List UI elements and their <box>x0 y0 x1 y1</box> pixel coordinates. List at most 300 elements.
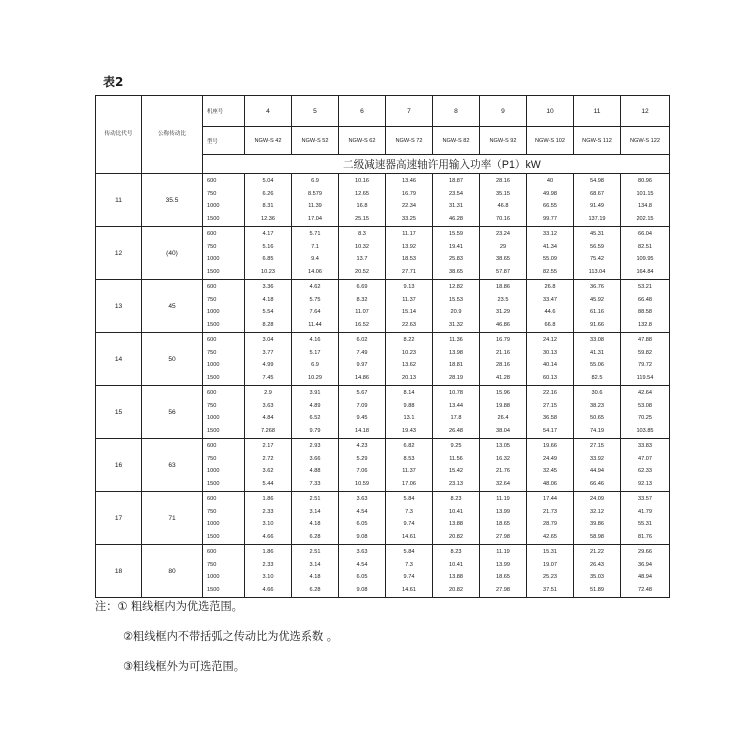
model-name: NGW-S 122 <box>621 127 670 155</box>
section-title: 二级减速器高速轴许用输入功率（P1）kW <box>203 155 670 174</box>
power-value: 17.06 <box>402 480 416 487</box>
ratio-group-row <box>96 545 670 598</box>
power-value-cell <box>527 227 574 280</box>
power-value: 91.66 <box>590 321 604 328</box>
power-value-cell <box>339 545 386 598</box>
power-value: 20.82 <box>449 586 463 593</box>
power-value-cell <box>245 280 292 333</box>
ratio-group-row <box>96 386 670 439</box>
ratio-code: 17 <box>96 492 142 545</box>
power-value: 32.45 <box>543 468 557 474</box>
power-value: 6.82 <box>403 443 415 449</box>
power-value-cell <box>339 333 386 386</box>
power-value: 5.29 <box>356 455 368 462</box>
power-value-cell <box>339 439 386 492</box>
power-value: 5.17 <box>309 349 321 356</box>
power-value: 9.25 <box>450 443 462 449</box>
power-value: 55.09 <box>543 256 557 262</box>
power-value: 99.77 <box>543 215 557 222</box>
power-value-cell <box>527 439 574 492</box>
power-value-cell <box>245 545 292 598</box>
note-3: ③粗线框外为可选范围。 <box>123 660 245 673</box>
notes <box>95 598 338 688</box>
frame-number: 10 <box>527 96 574 127</box>
power-value: 81.76 <box>638 533 652 540</box>
power-value: 82.51 <box>638 243 652 250</box>
power-value: 5.84 <box>403 496 415 502</box>
power-value-cell <box>621 174 670 227</box>
power-value-cell <box>386 439 433 492</box>
power-value: 3.36 <box>262 284 274 290</box>
power-value: 13.05 <box>496 443 510 449</box>
power-value: 10.78 <box>449 390 463 396</box>
power-value: 72.48 <box>638 586 652 593</box>
input-speed: 750 <box>207 455 217 462</box>
power-value: 57.87 <box>496 268 510 275</box>
power-value: 4.17 <box>262 231 274 237</box>
power-value: 14.06 <box>308 268 322 275</box>
power-value-cell <box>574 439 621 492</box>
power-value-cell <box>621 492 670 545</box>
power-value: 15.53 <box>449 296 463 303</box>
power-value: 40 <box>546 178 554 184</box>
power-value: 9.45 <box>356 415 368 421</box>
power-value: 28.19 <box>449 374 463 381</box>
power-value: 8.3 <box>358 231 366 237</box>
power-value: 16.79 <box>402 190 416 197</box>
power-value: 4.16 <box>309 337 321 343</box>
input-speed-cell <box>203 333 245 386</box>
power-value: 66.48 <box>638 296 652 303</box>
power-value-cell <box>621 439 670 492</box>
input-speed-cell <box>203 545 245 598</box>
power-value: 9.13 <box>403 284 415 290</box>
nominal-ratio: 56 <box>142 386 203 439</box>
power-value: 15.42 <box>449 468 463 474</box>
power-value: 44.94 <box>590 468 604 474</box>
ratio-code-header: 传动比代号 <box>96 96 142 174</box>
frame-number: 8 <box>433 96 480 127</box>
power-value: 3.14 <box>309 508 321 515</box>
power-value: 13.92 <box>402 243 416 250</box>
power-value: 1.86 <box>262 496 274 502</box>
power-value-cell <box>339 174 386 227</box>
power-value: 1.86 <box>262 549 274 555</box>
power-value: 35.03 <box>590 574 604 580</box>
power-value: 2.17 <box>262 443 274 449</box>
power-value: 15.96 <box>496 390 510 396</box>
power-value: 2.72 <box>262 455 274 462</box>
power-value: 8.14 <box>403 390 415 396</box>
power-value: 4.99 <box>262 362 274 368</box>
power-value: 18.53 <box>402 256 416 262</box>
power-value-cell <box>433 333 480 386</box>
ratio-group-row <box>96 492 670 545</box>
input-speed: 1000 <box>207 468 220 474</box>
ratio-code: 15 <box>96 386 142 439</box>
power-value: 33.83 <box>638 443 652 449</box>
power-value: 17.44 <box>543 496 557 502</box>
input-speed: 1000 <box>207 521 220 527</box>
power-value: 13.7 <box>356 256 368 262</box>
power-value-cell <box>339 280 386 333</box>
power-value: 26.43 <box>590 561 604 568</box>
power-value: 8.23 <box>450 496 462 502</box>
power-value: 4.18 <box>309 574 321 580</box>
power-value-cell <box>433 439 480 492</box>
power-value: 28.79 <box>543 521 557 527</box>
power-value-cell <box>245 492 292 545</box>
power-value: 68.67 <box>590 190 604 197</box>
power-value: 66.46 <box>590 480 604 487</box>
power-value-cell <box>339 492 386 545</box>
power-value: 31.32 <box>449 321 463 328</box>
power-value: 8.22 <box>403 337 415 343</box>
power-value: 13.88 <box>449 574 463 580</box>
power-value: 41.34 <box>543 243 557 250</box>
frame-number-row <box>96 96 670 127</box>
power-value-cell <box>245 439 292 492</box>
frame-number: 7 <box>386 96 433 127</box>
frame-number: 11 <box>574 96 621 127</box>
power-value: 8.579 <box>308 190 322 197</box>
power-value: 18.65 <box>496 574 510 580</box>
power-value: 6.85 <box>262 256 274 262</box>
input-speed: 1500 <box>207 321 220 328</box>
power-value: 3.10 <box>262 574 274 580</box>
power-value-cell <box>480 333 527 386</box>
power-value: 9.74 <box>403 521 415 527</box>
frame-number: 6 <box>339 96 386 127</box>
power-value: 27.98 <box>496 586 510 593</box>
power-value: 134.8 <box>638 203 652 209</box>
power-value: 30.6 <box>591 390 603 396</box>
power-value: 70.16 <box>496 215 510 222</box>
power-value: 13.44 <box>449 402 463 409</box>
power-value: 10.23 <box>402 349 416 356</box>
power-value-cell <box>386 333 433 386</box>
power-value: 7.49 <box>356 349 368 356</box>
power-value: 25.15 <box>355 215 369 222</box>
power-value: 29.66 <box>638 549 652 555</box>
power-value-cell <box>574 280 621 333</box>
power-value: 47.88 <box>638 337 652 343</box>
power-value: 14.18 <box>355 427 369 434</box>
ratio-group-row <box>96 227 670 280</box>
power-value: 3.63 <box>356 549 368 555</box>
power-value: 5.44 <box>262 480 274 487</box>
power-value-cell <box>621 280 670 333</box>
power-value: 7.64 <box>309 309 321 315</box>
power-value: 32.12 <box>590 508 604 515</box>
power-value-cell <box>480 227 527 280</box>
power-value: 9.79 <box>309 427 321 434</box>
power-value: 18.65 <box>496 521 510 527</box>
power-value: 5.16 <box>262 243 274 250</box>
power-value: 51.89 <box>590 586 604 593</box>
power-value: 66.55 <box>543 203 557 209</box>
model-label: 型号 <box>203 127 245 155</box>
power-value: 7.45 <box>262 374 274 381</box>
power-value: 28.16 <box>496 362 510 368</box>
power-value: 36.58 <box>543 415 557 421</box>
nominal-ratio: 71 <box>142 492 203 545</box>
power-value: 54.17 <box>543 427 557 434</box>
power-value: 10.29 <box>308 374 322 381</box>
model-name: NGW-S 42 <box>245 127 292 155</box>
power-value: 21.76 <box>496 468 510 474</box>
input-speed-cell <box>203 227 245 280</box>
power-value: 101.15 <box>636 190 654 197</box>
power-value: 56.59 <box>590 243 604 250</box>
power-value: 38.65 <box>449 268 463 275</box>
power-value: 24.49 <box>543 455 557 462</box>
nominal-ratio-header: 公称传动比 <box>142 96 203 174</box>
power-value: 23.54 <box>449 190 463 197</box>
power-value-cell <box>292 492 339 545</box>
power-value-cell <box>480 439 527 492</box>
power-value: 2.51 <box>309 549 321 555</box>
power-rating-table <box>95 95 670 598</box>
input-speed: 1000 <box>207 309 220 315</box>
power-value: 66.04 <box>638 231 652 237</box>
power-value: 53.21 <box>638 284 652 290</box>
power-value: 59.82 <box>638 349 652 356</box>
power-value: 13.62 <box>402 362 416 368</box>
power-value: 13.46 <box>402 178 416 184</box>
power-value: 4.54 <box>356 561 368 568</box>
power-value: 137.19 <box>588 215 606 222</box>
power-value-cell <box>245 386 292 439</box>
power-value: 14.61 <box>402 586 416 593</box>
power-value: 82.5 <box>591 374 603 381</box>
power-value-cell <box>386 386 433 439</box>
power-value-cell <box>527 333 574 386</box>
ratio-code: 13 <box>96 280 142 333</box>
power-value-cell <box>386 280 433 333</box>
power-value-cell <box>480 492 527 545</box>
power-value-cell <box>433 227 480 280</box>
power-value: 38.04 <box>496 427 510 434</box>
note-1: 注：① 粗线框内为优选范围。 <box>95 600 243 613</box>
power-value: 18.87 <box>449 178 463 184</box>
power-value-cell <box>574 386 621 439</box>
power-value: 27.71 <box>402 268 416 275</box>
power-value: 3.04 <box>262 337 274 343</box>
power-value: 19.07 <box>543 561 557 568</box>
power-value-cell <box>292 545 339 598</box>
power-value: 36.76 <box>590 284 604 290</box>
power-value: 12.36 <box>261 215 275 222</box>
power-value: 13.88 <box>449 521 463 527</box>
power-value: 91.49 <box>590 203 604 209</box>
power-value: 12.65 <box>355 190 369 197</box>
power-value: 45.92 <box>590 296 604 303</box>
input-speed-cell <box>203 174 245 227</box>
power-value: 10.23 <box>261 268 275 275</box>
power-value: 7.3 <box>405 561 413 568</box>
power-value: 2.33 <box>262 561 274 568</box>
power-value-cell <box>433 280 480 333</box>
power-value: 28.16 <box>496 178 510 184</box>
power-value: 10.41 <box>449 508 463 515</box>
power-value-cell <box>292 386 339 439</box>
input-speed: 600 <box>207 496 217 502</box>
input-speed: 750 <box>207 296 217 303</box>
power-value: 33.25 <box>402 215 416 222</box>
power-value: 16.52 <box>355 321 369 328</box>
power-value: 4.66 <box>262 586 274 593</box>
power-value: 3.10 <box>262 521 274 527</box>
ratio-code: 11 <box>96 174 142 227</box>
power-value: 5.84 <box>403 549 415 555</box>
ratio-code: 16 <box>96 439 142 492</box>
power-value: 45.31 <box>590 231 604 237</box>
power-value: 10.59 <box>355 480 369 487</box>
power-value: 4.18 <box>309 521 321 527</box>
input-speed-cell <box>203 492 245 545</box>
power-value: 18.81 <box>449 362 463 368</box>
power-value: 26.8 <box>544 284 556 290</box>
power-value: 54.98 <box>590 178 604 184</box>
power-value-cell <box>386 227 433 280</box>
power-value-cell <box>621 333 670 386</box>
power-value: 4.62 <box>309 284 321 290</box>
power-value: 79.72 <box>638 362 652 368</box>
power-value: 4.66 <box>262 533 274 540</box>
frame-number: 12 <box>621 96 670 127</box>
power-value: 66.8 <box>544 321 556 328</box>
input-speed-cell <box>203 280 245 333</box>
power-value: 11.44 <box>308 321 322 328</box>
power-value: 5.54 <box>262 309 274 315</box>
power-value: 17.8 <box>450 415 462 421</box>
power-value-cell <box>574 492 621 545</box>
power-value: 15.14 <box>402 309 416 315</box>
power-value: 42.64 <box>638 390 652 396</box>
power-value: 5.71 <box>309 231 321 237</box>
power-value: 23.5 <box>497 296 509 303</box>
power-value: 26.4 <box>497 415 509 421</box>
power-value: 58.98 <box>590 533 604 540</box>
power-value-cell <box>433 492 480 545</box>
input-speed: 600 <box>207 549 217 555</box>
power-value-cell <box>621 545 670 598</box>
power-value: 2.51 <box>309 496 321 502</box>
power-value: 19.66 <box>543 443 557 449</box>
power-value: 13.99 <box>496 561 510 568</box>
power-value: 46.86 <box>496 321 510 328</box>
power-value: 8.53 <box>403 455 415 462</box>
power-value: 9.88 <box>403 402 415 409</box>
power-value: 23.24 <box>496 231 510 237</box>
power-value: 109.95 <box>636 256 654 262</box>
power-value: 27.15 <box>590 443 604 449</box>
power-value: 61.16 <box>590 309 604 315</box>
power-value-cell <box>574 227 621 280</box>
power-value: 13.99 <box>496 508 510 515</box>
power-value: 11.07 <box>355 309 369 315</box>
power-value: 17.04 <box>308 215 322 222</box>
power-value: 33.92 <box>590 455 604 462</box>
power-value: 20.13 <box>402 374 416 381</box>
power-value: 25.23 <box>543 574 557 580</box>
input-speed: 600 <box>207 337 217 343</box>
ratio-code: 12 <box>96 227 142 280</box>
power-value: 38.23 <box>590 402 604 409</box>
power-value: 14.86 <box>355 374 369 381</box>
power-value: 5.75 <box>309 296 321 303</box>
input-speed: 750 <box>207 190 217 197</box>
power-value: 3.62 <box>262 468 274 474</box>
power-value: 202.15 <box>636 215 654 222</box>
power-value-cell <box>527 545 574 598</box>
power-value: 10.41 <box>449 561 463 568</box>
power-value: 6.05 <box>356 521 368 527</box>
power-value: 35.15 <box>496 190 510 197</box>
power-value: 11.36 <box>449 337 463 343</box>
input-speed: 1000 <box>207 203 220 209</box>
nominal-ratio: 45 <box>142 280 203 333</box>
input-speed: 1500 <box>207 374 220 381</box>
input-speed: 1500 <box>207 427 220 434</box>
power-value: 3.63 <box>356 496 368 502</box>
power-value: 60.13 <box>543 374 557 381</box>
power-value: 23.13 <box>449 480 463 487</box>
power-value: 8.28 <box>262 321 274 328</box>
power-value: 88.58 <box>638 309 652 315</box>
power-value: 21.73 <box>543 508 557 515</box>
power-value: 4.88 <box>309 468 321 474</box>
input-speed: 600 <box>207 231 217 237</box>
frame-number: 4 <box>245 96 292 127</box>
power-value-cell <box>433 386 480 439</box>
power-value: 6.05 <box>356 574 368 580</box>
ratio-code: 14 <box>96 333 142 386</box>
model-name: NGW-S 82 <box>433 127 480 155</box>
power-value: 49.98 <box>543 190 557 197</box>
power-value: 39.86 <box>590 521 604 527</box>
power-value: 42.65 <box>543 533 557 540</box>
input-speed: 600 <box>207 178 217 184</box>
power-value-cell <box>621 386 670 439</box>
power-value: 10.16 <box>355 178 369 184</box>
power-value: 50.65 <box>590 415 604 421</box>
power-value: 24.09 <box>590 496 604 502</box>
power-value: 75.42 <box>590 256 604 262</box>
power-value: 46.28 <box>449 215 463 222</box>
input-speed: 600 <box>207 284 217 290</box>
power-value: 41.79 <box>638 508 652 515</box>
frame-label: 机座号 <box>203 96 245 127</box>
power-value-cell <box>527 492 574 545</box>
power-value: 36.94 <box>638 561 652 568</box>
power-value: 103.85 <box>636 427 654 434</box>
power-value: 33.47 <box>543 296 557 303</box>
input-speed-cell <box>203 439 245 492</box>
nominal-ratio: 35.5 <box>142 174 203 227</box>
power-value: 3.63 <box>262 402 274 409</box>
power-value: 16.8 <box>356 203 368 209</box>
power-value: 6.52 <box>309 415 321 421</box>
power-value: 11.37 <box>402 468 416 474</box>
power-value: 11.56 <box>449 455 463 462</box>
power-value: 40.14 <box>543 362 557 368</box>
power-value: 2.93 <box>309 443 321 449</box>
power-value-cell <box>245 174 292 227</box>
frame-number: 5 <box>292 96 339 127</box>
power-value: 11.17 <box>402 231 416 237</box>
